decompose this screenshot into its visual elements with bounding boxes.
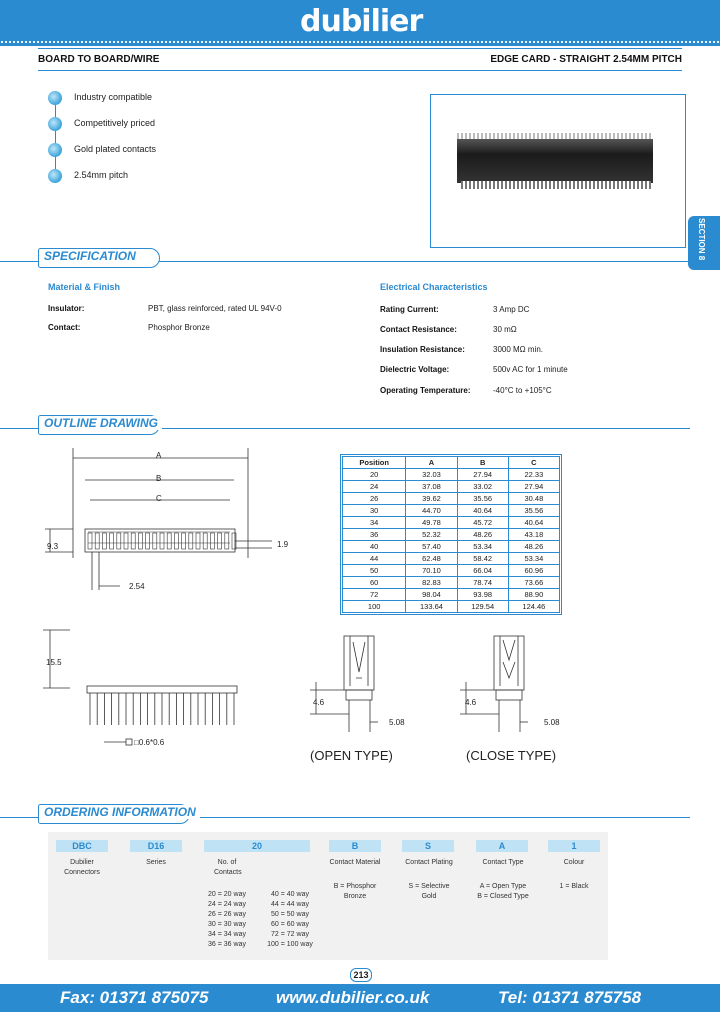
spec-label: Dielectric Voltage: <box>380 365 450 374</box>
table-cell: 44.70 <box>406 505 457 517</box>
section-title: OUTLINE DRAWING <box>44 416 162 430</box>
code-description: No. of Contacts <box>214 859 242 876</box>
table-cell: 53.34 <box>508 553 559 565</box>
code-description: Contact Material <box>329 859 381 866</box>
connector-body <box>457 139 653 183</box>
table-cell: 34 <box>343 517 406 529</box>
contact-slot <box>117 533 121 549</box>
spec-value: 3000 MΩ min. <box>493 345 543 354</box>
bullet-icon <box>48 91 62 105</box>
dim-length: 15.5 <box>46 658 62 667</box>
table-cell: 48.26 <box>508 541 559 553</box>
code-description: Series <box>146 859 166 866</box>
table-row <box>343 493 560 505</box>
table-header: Position <box>343 457 406 469</box>
contact-slot <box>160 533 164 549</box>
table-row <box>343 505 560 517</box>
contact-slot <box>146 533 150 549</box>
dim-label-b: B <box>156 474 162 483</box>
table-cell: 26 <box>343 493 406 505</box>
table-cell: 33.02 <box>457 481 508 493</box>
table-cell: 32.03 <box>406 469 457 481</box>
feature-item: 2.54mm pitch <box>48 169 308 185</box>
contact-slot <box>225 533 229 549</box>
table-row <box>343 469 560 481</box>
contact-slot <box>131 533 135 549</box>
table-cell: 44 <box>343 553 406 565</box>
dim-label-a: A <box>156 451 162 460</box>
contact-slot <box>153 533 157 549</box>
footer-bar <box>0 984 720 1012</box>
code-series: D16 <box>130 840 182 852</box>
ways-list-right: 40 = 40 way 44 = 44 way 50 = 50 way 60 = 60 way 72 = 72 way 100 = 100 way <box>267 891 313 948</box>
table-cell: 36 <box>343 529 406 541</box>
contact-slot <box>102 533 106 549</box>
fax-number: Fax: 01371 875075 <box>60 988 209 1007</box>
option-list: A = Open Type B = Closed Type <box>477 883 529 900</box>
spec-value: -40°C to +105°C <box>493 386 552 395</box>
table-cell: 62.48 <box>406 553 457 565</box>
table-cell: 37.08 <box>406 481 457 493</box>
table-cell: 40.64 <box>508 517 559 529</box>
code-colour: 1 <box>548 840 600 852</box>
page-number: 213 <box>350 968 372 982</box>
table-cell: 100 <box>343 601 406 613</box>
table-cell: 98.04 <box>406 589 457 601</box>
brand-logo: dubilier <box>300 4 423 39</box>
contact-slot <box>203 533 207 549</box>
option-list: B = Phosphor Bronze <box>333 883 377 900</box>
spec-label: Contact Resistance: <box>380 325 457 334</box>
table-cell: 20 <box>343 469 406 481</box>
ordering-section-header <box>0 802 720 824</box>
table-cell: 52.32 <box>406 529 457 541</box>
spec-value: Phosphor Bronze <box>148 323 210 332</box>
feature-item: Industry compatible <box>48 91 308 107</box>
table-cell: 82.83 <box>406 577 457 589</box>
code-type: A <box>476 840 528 852</box>
code-description: Contact Plating <box>405 859 453 866</box>
table-cell: 30.48 <box>508 493 559 505</box>
table-cell: 58.42 <box>457 553 508 565</box>
table-row <box>343 517 560 529</box>
table-cell: 50 <box>343 565 406 577</box>
connector-pins <box>461 181 651 189</box>
code-description: Colour <box>563 859 585 866</box>
ways-list-left: 20 = 20 way 24 = 24 way 26 = 26 way 30 = 30 way 34 = 34 way 36 = 36 way <box>208 891 246 948</box>
table-row <box>343 541 560 553</box>
spec-section-header <box>0 246 720 268</box>
table-cell: 24 <box>343 481 406 493</box>
contact-slot <box>95 533 99 549</box>
contact-slot <box>138 533 142 549</box>
feature-item: Gold plated contacts <box>48 143 308 159</box>
table-cell: 88.90 <box>508 589 559 601</box>
table-cell: 48.26 <box>457 529 508 541</box>
table-cell: 73.66 <box>508 577 559 589</box>
contact-slot <box>88 533 92 549</box>
table-cell: 72 <box>343 589 406 601</box>
table-cell: 53.34 <box>457 541 508 553</box>
table-cell: 49.78 <box>406 517 457 529</box>
spec-label: Operating Temperature: <box>380 386 471 395</box>
table-cell: 66.04 <box>457 565 508 577</box>
code-contacts: 20 <box>204 840 310 852</box>
table-cell: 60.96 <box>508 565 559 577</box>
table-row <box>343 553 560 565</box>
dim-close-height: 4.6 <box>465 698 477 707</box>
table-cell: 60 <box>343 577 406 589</box>
table-cell: 27.94 <box>508 481 559 493</box>
code-material: B <box>329 840 381 852</box>
table-header: C <box>508 457 559 469</box>
table-cell: 43.18 <box>508 529 559 541</box>
table-cell: 30 <box>343 505 406 517</box>
section-title: SPECIFICATION <box>44 249 140 263</box>
contact-slot <box>124 533 128 549</box>
dimension-table <box>340 454 562 615</box>
spec-label: Contact: <box>48 323 81 332</box>
table-cell: 70.10 <box>406 565 457 577</box>
table-cell: 27.94 <box>457 469 508 481</box>
table-cell: 133.64 <box>406 601 457 613</box>
section-title: ORDERING INFORMATION <box>44 805 200 819</box>
contact-slot <box>182 533 186 549</box>
spec-value: 3 Amp DC <box>493 305 530 314</box>
table-cell: 35.56 <box>457 493 508 505</box>
table-cell: 22.33 <box>508 469 559 481</box>
contact-slot <box>167 533 171 549</box>
table-cell: 35.56 <box>508 505 559 517</box>
close-type-label: (CLOSE TYPE) <box>466 748 557 763</box>
electrical-heading: Electrical Characteristics <box>380 282 488 292</box>
table-row <box>343 481 560 493</box>
product-photo <box>430 94 686 248</box>
contact-slot <box>196 533 200 549</box>
contact-slot <box>189 533 193 549</box>
spec-value: 30 mΩ <box>493 325 517 334</box>
contact-slot <box>218 533 222 549</box>
spec-label: Insulator: <box>48 304 85 313</box>
dim-pitch: 2.54 <box>129 582 145 591</box>
outline-section-header <box>0 413 720 435</box>
contact-slot <box>110 533 114 549</box>
table-cell: 40.64 <box>457 505 508 517</box>
bullet-icon <box>48 143 62 157</box>
dim-thickness: 1.9 <box>277 540 289 549</box>
contact-slot <box>174 533 178 549</box>
contact-slot <box>210 533 214 549</box>
section-tab: SECTION 8 <box>688 216 720 270</box>
table-row <box>343 589 560 601</box>
material-heading: Material & Finish <box>48 282 121 292</box>
spec-label: Insulation Resistance: <box>380 345 465 354</box>
phone-number: Tel: 01371 875758 <box>498 988 642 1007</box>
spec-label: Rating Current: <box>380 305 439 314</box>
dim-label-c: C <box>156 494 162 503</box>
spec-value: PBT, glass reinforced, rated UL 94V-0 <box>148 304 282 313</box>
code-description: Dubilier Connectors <box>64 859 100 876</box>
table-row <box>343 601 560 613</box>
bullet-icon <box>48 169 62 183</box>
category-title: BOARD TO BOARD/WIRE <box>38 54 160 65</box>
table-cell: 39.62 <box>406 493 457 505</box>
option-list: S = Selective Gold <box>408 883 450 900</box>
code-series-prefix: DBC <box>56 840 108 852</box>
table-cell: 93.98 <box>457 589 508 601</box>
option-list: 1 = Black <box>559 883 589 890</box>
website-link[interactable]: www.dubilier.co.uk <box>276 988 430 1007</box>
table-header: B <box>457 457 508 469</box>
table-header: A <box>406 457 457 469</box>
table-cell: 78.74 <box>457 577 508 589</box>
header-dot-pattern <box>0 40 720 44</box>
divider <box>38 70 682 71</box>
code-plating: S <box>402 840 454 852</box>
spec-value: 500v AC for 1 minute <box>493 365 568 374</box>
dim-close-width: 5.08 <box>544 718 560 727</box>
code-description: Contact Type <box>482 859 524 866</box>
dim-open-height: 4.6 <box>313 698 325 707</box>
table-cell: 124.46 <box>508 601 559 613</box>
feature-item: Competitively priced <box>48 117 308 133</box>
table-row <box>343 529 560 541</box>
dim-height: 9.3 <box>47 542 59 551</box>
divider <box>38 48 682 49</box>
table-cell: 129.54 <box>457 601 508 613</box>
open-type-label: (OPEN TYPE) <box>310 748 393 763</box>
table-row <box>343 577 560 589</box>
product-title: EDGE CARD - STRAIGHT 2.54MM PITCH <box>490 54 682 65</box>
dim-open-width: 5.08 <box>389 718 405 727</box>
table-cell: 57.40 <box>406 541 457 553</box>
dim-pin-size: □0.6*0.6 <box>134 738 165 747</box>
bullet-icon <box>48 117 62 131</box>
feature-connector-line <box>55 98 56 180</box>
table-row <box>343 565 560 577</box>
table-cell: 40 <box>343 541 406 553</box>
table-cell: 45.72 <box>457 517 508 529</box>
